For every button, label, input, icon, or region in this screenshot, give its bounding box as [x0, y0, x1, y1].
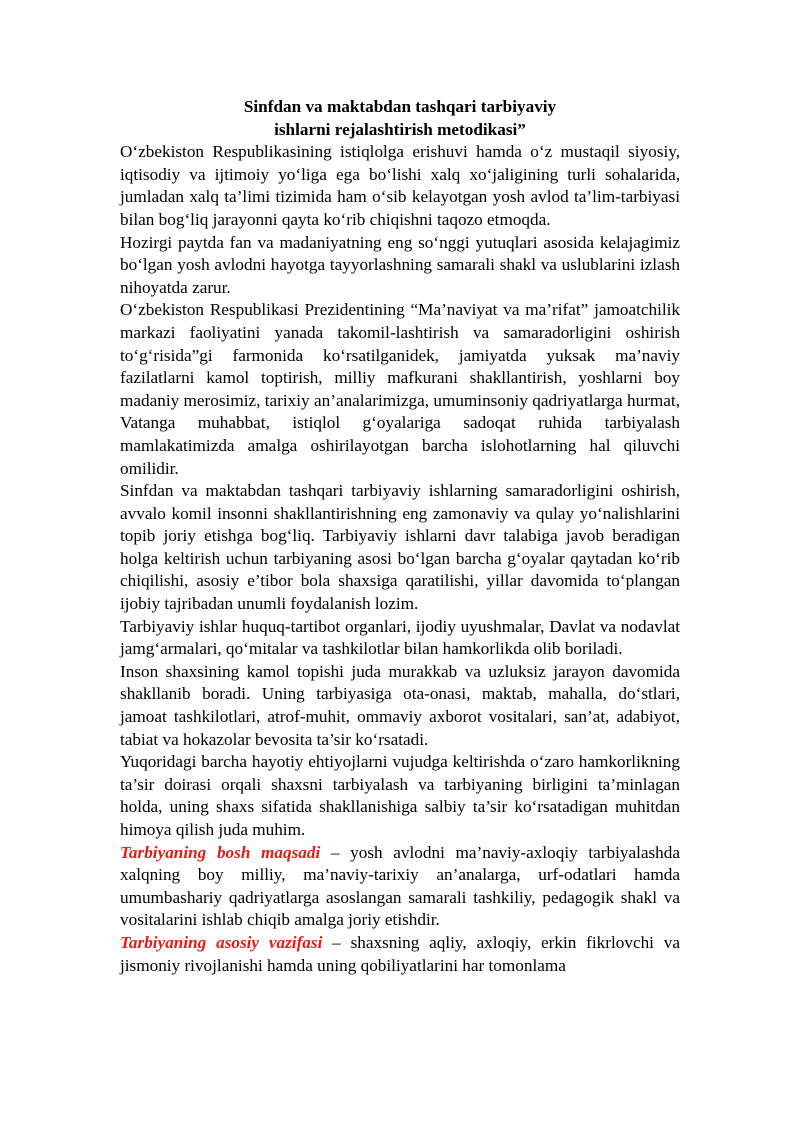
- title-line-1: Sinfdan va maktabdan tashqari tarbiyaviy: [243, 97, 557, 116]
- paragraph-presidential-decree: O‘zbekiston Respublikasi Prezidentining “Ma’naviyat va ma’rifat” jamoatchilik markazi faoliyatini yanada takomil-lashtirish va samaradorligini oshirish to‘g‘risida”gi farmonida ko‘rsatilganidek, jamiyatda yuksak ma’naviy fazilatlarni kamol toptirish, milliy mafkurani shakllantirish, yoshlarni boy madaniy merosimiz, tarixiy an’analarimizga, umuminsoniy qadriyatlarga hurmat, Vatanga muhabbat, istiqlol g‘oyalariga sadoqat ruhida tarbiyalash mamlakatimizda amalga oshirilayotgan barcha islohotlarning hal qiluvchi omilidir.: [120, 300, 680, 478]
- paragraph-mutual-cooperation: Yuqoridagi barcha hayotiy ehtiyojlarni vujudga keltirishda o‘zaro hamkorlikning ta’sir doirasi orqali shaxsni tarbiyalash va tarbiyaning birligini ta’minlagan holda, uning shaxs sifatida shakllanishiga salbiy ta’sir ko‘rsatadigan muhitdan himoya qilish juda muhim.: [120, 752, 680, 839]
- paragraph-independence: O‘zbekiston Respublikasining istiqlolga erishuvi hamda o‘z mustaqil siyosiy, iqtisodiy va ijtimoiy yo‘liga ega bo‘lishi xalq xo‘jaligining turli sohalarida, jumladan xalq ta’limi tizimida ham o‘sib kelayotgan yosh avlod ta’lim-tarbiyasi bilan bog‘liq jarayonni qayta ko‘rib chiqishni taqozo etmoqda.: [120, 142, 680, 229]
- title-line-2: ishlarni rejalashtirish metodikasi”: [274, 119, 526, 139]
- paragraph-main-task: [120, 932, 680, 977]
- main-goal-text: – yosh avlodni ma’naviy-axloqiy tarbiyalashda xalqning boy milliy, ma’naviy-tarixiy an’analarga, urf-odatlari hamda umumbashariy qadriyatlarga asoslangan samarali tashkiliy, pedagogik shakl va vositalarini ishlab chiqib amalga joriy etishdir.: [120, 842, 680, 930]
- document-title: [120, 96, 680, 141]
- document-page: [120, 96, 680, 977]
- main-task-text: – shaxsning aqliy, axloqiy, erkin fikrlovchi va jismoniy rivojlanishi hamda uning qobiliyatlarini har tomonlama: [120, 932, 680, 975]
- main-goal-term: Tarbiyaning bosh maqsadi: [120, 842, 321, 862]
- paragraph-extracurricular-effectiveness: Sinfdan va maktabdan tashqari tarbiyaviy ishlarning samaradorligini oshirish, avvalo komil insonni shakllantirishning eng zamonaviy va qulay yo‘nalishlarini topib joriy etishga bog‘liq. Tarbiyaviy ishlarni davr talabiga javob beradigan holga keltirish uchun tarbiyaning asosi bo‘lgan barcha g‘oyalar qaytadan ko‘rib chiqilishi, asosiy e’tibor bola shaxsiga qaratilishi, yillar davomida to‘plangan ijobiy tajribadan unumli foydalanish lozim.: [120, 481, 680, 614]
- paragraph-cooperation: Tarbiyaviy ishlar huquq-tartibot organlari, ijodiy uyushmalar, Davlat va nodavlat jamg‘armalari, qo‘mitalar va tashkilotlar bilan hamkorlikda olib boriladi.: [120, 616, 680, 659]
- main-task-term: Tarbiyaning asosiy vazifasi: [120, 932, 323, 952]
- paragraph-current-era: Hozirgi paytda fan va madaniyatning eng so‘nggi yutuqlari asosida kelajagimiz bo‘lgan yosh avlodni hayotga tayyorlashning samarali shakl va uslublarini izlash nihoyatda zarur.: [120, 232, 680, 297]
- paragraph-personality-development: Inson shaxsining kamol topishi juda murakkab va uzluksiz jarayon davomida shakllanib boradi. Uning tarbiyasiga ota-onasi, maktab, mahalla, do‘stlari, jamoat tashkilotlari, atrof-muhit, ommaviy axborot vositalari, san’at, adabiyot, tabiat va hokazolar bevosita ta’sir ko‘rsatadi.: [120, 661, 680, 749]
- paragraph-main-goal: [120, 842, 680, 932]
